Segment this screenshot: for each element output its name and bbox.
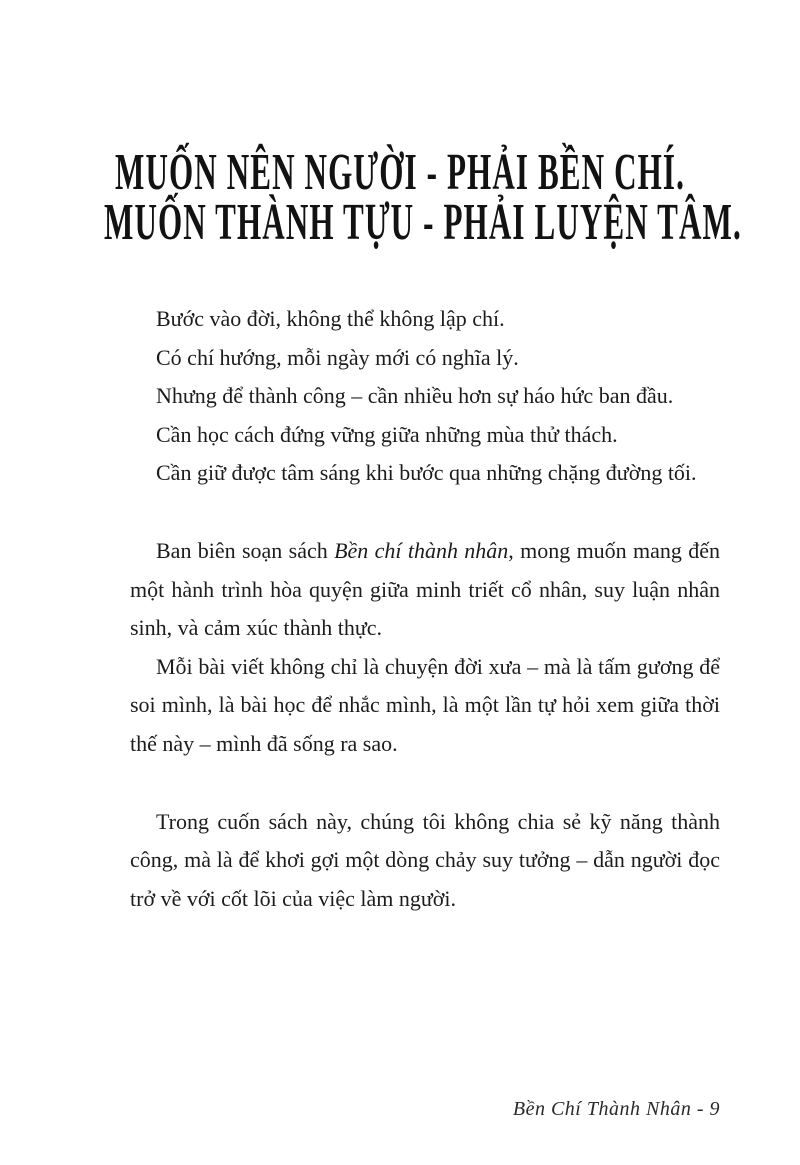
chapter-title — [0, 0, 800, 252]
paragraph — [130, 532, 720, 648]
paragraph: Cần giữ được tâm sáng khi bước qua những chặng đường tối. — [156, 460, 697, 486]
paragraph-text-suffix: , mong muốn mang đến một hành trình hòa quyện giữa minh triết cổ nhân, suy luận nhân sinh, và cảm xúc thành thực. — [130, 537, 720, 641]
body-text — [130, 300, 720, 918]
book-title-italic: Bền chí thành nhân — [334, 537, 509, 563]
section-book-purpose — [130, 803, 720, 919]
section-editorial-intent — [130, 532, 720, 764]
paragraph: Nhưng để thành công – cần nhiều hơn sự háo hức ban đầu. — [156, 383, 674, 409]
page-footer — [513, 1098, 720, 1121]
section-opening-maxims — [130, 300, 720, 493]
paragraph: Có chí hướng, mỗi ngày mới có nghĩa lý. — [156, 344, 519, 370]
paragraph: Bước vào đời, không thể không lập chí. — [156, 306, 505, 331]
paragraph: Cần học cách đứng vững giữa những mùa thử thách. — [156, 421, 618, 447]
paragraph-text-prefix: Ban biên soạn sách — [156, 537, 335, 563]
paragraph: Trong cuốn sách này, chúng tôi không chia sẻ kỹ năng thành công, mà là để khơi gợi một dòng chảy suy tưởng – dẫn người đọc trở về với cốt lõi của việc làm người. — [130, 808, 720, 911]
chapter-title-line-2: MUỐN THÀNH TỰU - PHẢI LUYỆN TÂM. — [104, 194, 742, 252]
chapter-title-line-1: MUỐN NÊN NGƯỜI - PHẢI BỀN CHÍ. — [114, 144, 686, 202]
running-footer-text: Bền Chí Thành Nhân - 9 — [512, 1098, 720, 1120]
paragraph: Mỗi bài viết không chỉ là chuyện đời xưa – mà là tấm gương để soi mình, là bài học để nhắc mình, là một lần tự hỏi xem giữa thời thế này – mình đã sống ra sao. — [130, 653, 720, 756]
